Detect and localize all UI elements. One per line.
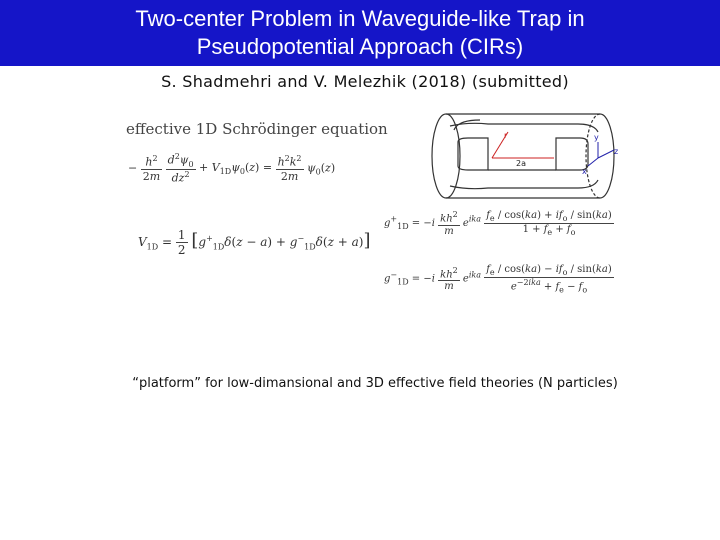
potential-equation: $V_{1D}$ = $\frac{1}{2}$ $[g^+_{1D}\delta(z - a) + g^-_{1D}\delta(z + a)]$ (138, 228, 371, 257)
label-2a: 2a (516, 159, 526, 168)
label-z: z (614, 147, 619, 156)
label-y: y (594, 133, 599, 142)
slide-title-line-1: Two-center Problem in Waveguide-like Trap in (135, 6, 585, 31)
equation-title: effective 1D Schrödinger equation (126, 120, 388, 138)
authors-line: S. Shadmehri and V. Melezhik (2018) (submitted) (161, 72, 569, 91)
slide-title-line-2: Pseudopotential Approach (CIRs) (196, 34, 524, 59)
schrodinger-equation: − $\frac{h^2}{2m}$ $\frac{d^2\psi_0}{dz^2}$ + $V_{1D}\psi_0(z)$ = $\frac{h^2k^2}{2m}$ $\psi_0(z)$ (128, 152, 336, 185)
cylinder-outline (432, 114, 614, 198)
label-x: x (582, 167, 587, 176)
g-plus-equation: $g^+_{1D} = -i$ $\frac{kh^2}{m}$ $e^{ika}$ $\frac{f_e / \cos(ka) + if_o / \sin(ka)}{1 + f_e + f_o}$ (384, 210, 612, 237)
axes (588, 142, 614, 166)
waveguide-diagram (428, 108, 638, 208)
g-minus-equation: $g^-_{1D} = -i$ $\frac{kh^2}{m}$ $e^{ika}$ $\frac{f_e / \cos(ka) - if_o / \sin(ka)}{e^{-2ika} + f_e - f_o}$ (384, 264, 612, 295)
caption: “platform” for low-dimansional and 3D effective field theories (N particles) (132, 376, 618, 391)
label-r: r (504, 131, 508, 140)
